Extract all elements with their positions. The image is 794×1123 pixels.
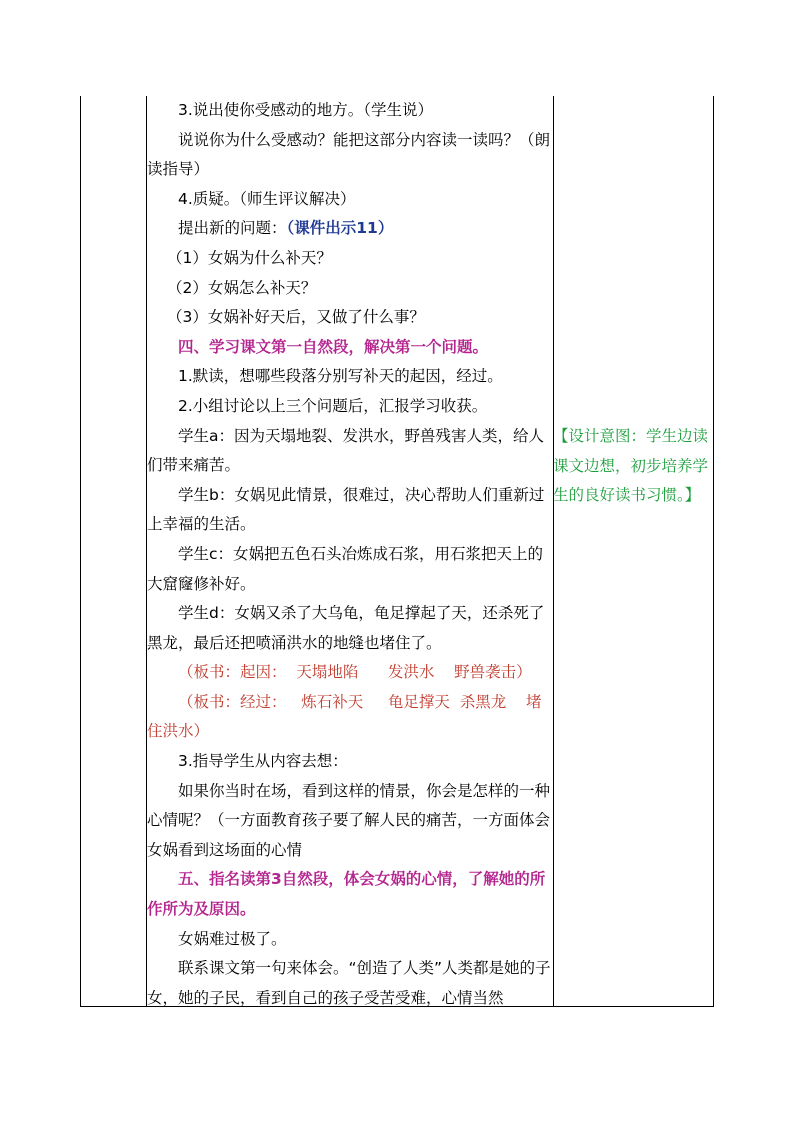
guide-line: 3.指导学生从内容去想： (178, 752, 348, 771)
table-border-left (80, 96, 81, 1007)
step-4-line: 4.质疑。（师生评议解决） (178, 189, 356, 208)
board-cause: （板书：起因： 天塌地陷 发洪水 野兽袭击） (178, 663, 532, 682)
section-5-heading: 五、指名读第3自然段，体会女娲的心情，了解她的所作所为及原因。 (147, 870, 546, 919)
question-3: （3）女娲补好天后，又做了什么事？ (167, 308, 425, 327)
group-discussion-line: 2.小组讨论以上三个问题后，汇报学习收获。 (178, 396, 488, 415)
design-intent-note: 【设计意图：学生边读课文边想，初步培养学生的良好读书习惯。】 (553, 427, 709, 505)
board-process: （板书：经过： 炼石补天 龟足撑天 杀黑龙 堵住洪水） (147, 692, 542, 741)
courseware-tag: （课件出示11） (286, 219, 394, 238)
table-border-col2 (553, 96, 554, 1007)
new-questions-line: 提出新的问题：（课件出示11） (178, 219, 394, 238)
imagine-line: 如果你当时在场，看到这样的情景，你会是怎样的一种心情呢？（一方面教育孩子要了解人民的痛苦，一方面体会女娲看到这场面的心情 (147, 781, 551, 859)
section-4-heading: 四、学习课文第一自然段，解决第一个问题。 (178, 337, 489, 356)
step-3-line: 3.说出使你受感动的地方。（学生说） (178, 101, 434, 119)
student-d: 学生d：女娲又杀了大乌龟，龟足撑起了天，还杀死了黑龙，最后还把喷涌洪水的地缝也堵住了。 (147, 604, 545, 652)
silent-read-line: 1.默读，想哪些段落分别写补天的起因，经过。 (178, 367, 503, 386)
lesson-content (147, 96, 553, 1013)
student-c: 学生c：女娲把五色石头冶炼成石浆，用石浆把天上的大窟窿修补好。 (147, 544, 544, 593)
connect-line: 联系课文第一句来体会。“创造了人类”人类都是她的子女，她的子民，看到自己的孩子受苦受难，心情当然 (147, 959, 551, 1007)
table-border-right (713, 96, 714, 1007)
read-aloud-line: 说说你为什么受感动？能把这部分内容读一读吗？（朗读指导） (147, 130, 551, 179)
student-a: 学生a：因为天塌地裂、发洪水，野兽残害人类，给人们带来痛苦。 (147, 426, 545, 475)
student-b: 学生b：女娲见此情景，很难过，决心帮助人们重新过上幸福的生活。 (147, 485, 545, 534)
question-2: （2）女娲怎么补天？ (167, 278, 317, 297)
question-1: （1）女娲为什么补天？ (167, 248, 332, 267)
sad-line: 女娲难过极了。 (178, 929, 287, 948)
